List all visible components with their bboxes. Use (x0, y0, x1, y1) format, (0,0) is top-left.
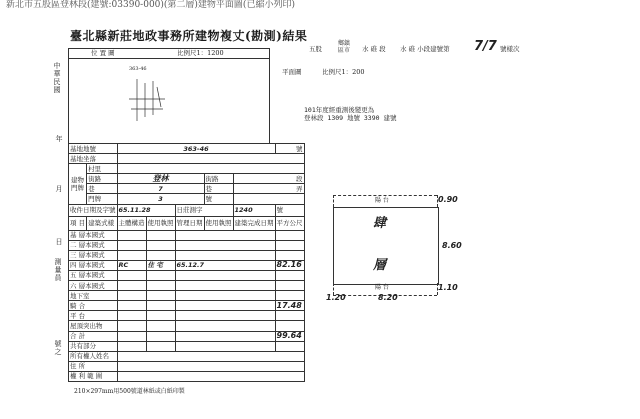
floor-row (69, 311, 305, 321)
floor-v1 (117, 351, 304, 361)
land-lot-number: 363-46 (183, 144, 209, 153)
dim-bottom-left: 1.20 (326, 293, 346, 302)
floor-v3 (175, 281, 275, 291)
floor-label: 住 所 (69, 361, 118, 371)
floor-label: 四 層本國式 (69, 260, 118, 270)
floor-v2 (146, 311, 175, 321)
land-lot-value (117, 144, 275, 154)
floor-row (69, 291, 305, 301)
floor-area (275, 311, 304, 321)
permit-text: 日莊測字 (175, 204, 233, 216)
floor-v3 (175, 270, 275, 280)
address-suffix: 號樣次 (500, 45, 520, 53)
col-purpose: 使用執照 (146, 216, 175, 230)
dim-bottom-right: 1.10 (438, 283, 458, 292)
floor-area: 99.64 (275, 331, 304, 341)
row-land-sit (69, 154, 305, 164)
road-suffix2: 段 (233, 174, 304, 184)
balcony-top-line (333, 195, 437, 196)
floor-row (69, 240, 305, 250)
floor-v3 (175, 301, 275, 311)
floor-area (275, 230, 304, 240)
floor-label: 六 層本國式 (69, 281, 118, 291)
floor-row (69, 321, 305, 331)
floor-v3 (175, 311, 275, 321)
floor-row (69, 250, 305, 260)
floor-row (69, 341, 305, 351)
address-number: 7/7 (474, 39, 497, 54)
floor-area (275, 291, 304, 301)
floor-v1 (117, 371, 304, 381)
side-label-year: 年 (55, 135, 63, 143)
row-village (69, 164, 305, 174)
floor-v3 (175, 331, 275, 341)
floor-label: 平 台 (69, 311, 118, 321)
note-line-1: 101年度經重測後變更為 (304, 106, 375, 114)
side-label-year-prefix: 中華民國 (53, 62, 61, 94)
row-road (69, 174, 305, 184)
floor-v1 (117, 331, 146, 341)
floor-plan (333, 195, 441, 295)
floor-v3: 65.12.7 (175, 260, 275, 270)
floor-v1 (117, 321, 146, 331)
floor-label: 地下室 (69, 291, 118, 301)
floor-label: 屋頂突出物 (69, 321, 118, 331)
col-date: 管理日期 (175, 216, 204, 230)
note-line-2: 登林段 1309 地號 3390 建號 (304, 114, 397, 122)
number-value-cell (117, 194, 204, 204)
typed-note (304, 106, 396, 122)
floor-v1 (117, 311, 146, 321)
floor-row (69, 351, 305, 361)
land-sit-value (117, 154, 304, 164)
floor-v1: RC (117, 260, 146, 270)
address-subsection: 水 碓 小段建號第 (400, 45, 450, 53)
permit-date-cell (117, 204, 175, 216)
floor-v1 (117, 301, 146, 311)
side-label-month: 月 (55, 185, 63, 193)
plan-scale: 比例尺1：200 (322, 68, 365, 76)
balcony-top-left (333, 195, 334, 207)
location-sketch-label: 363-46 (129, 66, 147, 72)
number-suffix: 號 (204, 194, 233, 204)
location-map-box (68, 48, 270, 144)
floor-row (69, 301, 305, 311)
floor-area: 82.16 (275, 260, 304, 270)
plan-char-bottom: 層 (373, 258, 387, 273)
floor-area (275, 270, 304, 280)
floor-v3 (175, 341, 275, 351)
floor-v2 (146, 291, 175, 301)
row-lane (69, 184, 305, 194)
floor-area (275, 321, 304, 331)
floor-v1 (117, 341, 146, 351)
floor-area (275, 341, 304, 351)
dim-side: 8.60 (442, 241, 462, 250)
number-empty (233, 194, 304, 204)
road-suffix: 街路 (204, 174, 233, 184)
row-permit (69, 204, 305, 216)
road-value: 登林 (152, 173, 169, 183)
village-value (117, 164, 304, 174)
floor-label: 三 層本國式 (69, 250, 118, 260)
col-build-date: 建築完成日期 (233, 216, 275, 230)
floor-v2 (146, 341, 175, 351)
floor-v3 (175, 230, 275, 240)
form-footer: 210×297mm用500號道林紙或白紙印製 (74, 388, 185, 395)
floor-v2 (146, 230, 175, 240)
side-label-day: 日 (55, 238, 63, 246)
balcony-bottom-label: 陽 台 (375, 284, 389, 291)
side-label-surveyor: 測量員 (54, 258, 62, 282)
floor-v1 (117, 240, 146, 250)
dim-top-right: 0.90 (438, 195, 458, 204)
location-label: 位 置 圖 (91, 49, 115, 57)
road-value-cell (117, 174, 204, 184)
document-title: 臺北縣新莊地政事務所建物複丈(勘測)結果 (70, 29, 308, 43)
land-lot-suffix: 號 (275, 144, 304, 154)
floor-v2: 住 宅 (146, 260, 175, 270)
floor-label: 共有部分 (69, 341, 118, 351)
header-line: 新北市五股區登林段(建號:03390-000)(第二層)建物平面圖(已縮小列印) (6, 0, 295, 10)
floor-v3 (175, 250, 275, 260)
land-lot-label: 基地地號 (69, 144, 118, 154)
lane-suffix2: 弄 (233, 184, 304, 194)
address-type-label: 鄉鎮 區市 (338, 40, 351, 54)
floor-v1 (117, 230, 146, 240)
address-township: 五股 (309, 45, 322, 53)
floor-area (275, 250, 304, 260)
floor-v1 (117, 270, 146, 280)
row-columns (69, 216, 305, 230)
road-group-label: 建物門牌 (69, 164, 87, 204)
floor-label: 五 層本國式 (69, 270, 118, 280)
floor-v1 (117, 250, 146, 260)
floor-label: 權 利 範 圍 (69, 371, 118, 381)
floor-row (69, 331, 305, 341)
floor-v2 (146, 281, 175, 291)
row-land-lot (69, 144, 305, 154)
floor-v2 (146, 301, 175, 311)
floor-v1 (117, 281, 146, 291)
col-struct: 主體構造 (117, 216, 146, 230)
land-sit-label: 基地坐落 (69, 154, 118, 164)
floor-v2 (146, 250, 175, 260)
number-value: 3 (158, 195, 163, 204)
permit-date: 65.11.28 (118, 206, 151, 215)
lane-suffix: 巷 (204, 184, 233, 194)
lane-value: 7 (158, 184, 163, 193)
location-sketch (69, 59, 269, 143)
floor-v1 (117, 291, 146, 301)
floor-row (69, 281, 305, 291)
floor-area (275, 281, 304, 291)
floor-v3 (175, 321, 275, 331)
permit-label: 收件日期及字號 (70, 206, 116, 215)
permit-suffix: 號 (275, 204, 304, 216)
row-number (69, 194, 305, 204)
floor-area: 17.48 (275, 301, 304, 311)
floor-v2 (146, 240, 175, 250)
floor-label: 騎 合 (69, 301, 118, 311)
floor-v1 (117, 361, 304, 371)
floor-row (69, 371, 305, 381)
address-section: 水 碓 段 (362, 45, 386, 53)
floor-v2 (146, 321, 175, 331)
permit-no-cell (233, 204, 275, 216)
col-item: 項 目 (69, 216, 87, 230)
plan-label: 平面圖 (282, 68, 302, 76)
side-label-no: 號之 (54, 340, 62, 356)
building-form (68, 143, 305, 382)
col-area: 平方公尺 (275, 216, 304, 230)
permit-no: 1240 (234, 206, 253, 215)
dim-bottom-mid: 8.20 (378, 293, 398, 302)
col-area-flag: 使用執照 (204, 216, 233, 230)
floor-label: 合 計 (69, 331, 118, 341)
floor-row (69, 260, 305, 270)
floor-v2 (146, 331, 175, 341)
floor-label: 二 層本國式 (69, 240, 118, 250)
floor-row (69, 361, 305, 371)
floor-area (275, 240, 304, 250)
location-scale: 比例尺1：1200 (177, 49, 224, 57)
plan-char-top: 肆 (373, 216, 387, 231)
village-label: 村里 (87, 164, 117, 174)
floor-label: 所有權人姓名 (69, 351, 118, 361)
floor-v3 (175, 240, 275, 250)
floor-v2 (146, 270, 175, 280)
balcony-top-label: 陽 台 (375, 197, 389, 204)
number-label: 門牌 (87, 194, 117, 204)
floor-row (69, 230, 305, 240)
floor-row (69, 270, 305, 280)
floor-v3 (175, 291, 275, 301)
floor-label: 基 層本國式 (69, 230, 118, 240)
col-use: 建築式樣 (87, 216, 117, 230)
lane-value-cell (117, 184, 204, 194)
lane-label: 巷 (87, 184, 117, 194)
road-label: 街路 (87, 174, 117, 184)
